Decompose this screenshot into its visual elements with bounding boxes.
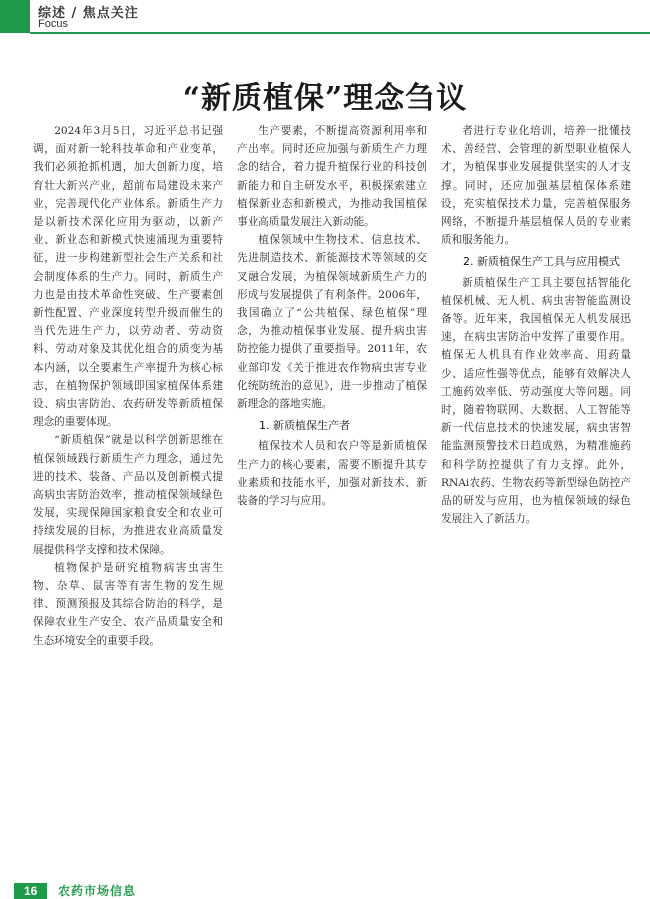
paragraph: 植物保护是研究植物病害虫害生物、杂草、鼠害等有害生物的发生规律、预测预报及其综合防治的科学，是保障农业生产安全、农产品质量安全和生态环境安全的重要手段。 — [33, 561, 223, 647]
section-tag-english: Focus — [38, 18, 68, 30]
page-number: 16 — [14, 883, 47, 899]
section-tag: 综述 / 焦点关注 — [38, 6, 139, 21]
section-heading: 1. 新质植保生产者 — [259, 419, 350, 433]
paragraph: 植保领域中生物技术、信息技术、先进制造技术、新能源技术等领域的交叉融合发展，为植保领域新质生产力的形成与发展提供了有利条件。2006年，我国确立了“公共植保、绿色植保”理念，为推动植保事业发展、提升病虫害防控能力提供了重要指导。2011年，农业部印发《关于推进农作物病虫害专业化统防统治的意见》，进一步推动了植保新理念的落地实施。 — [237, 234, 427, 411]
paragraph: 新质植保生产工具主要包括智能化植保机械、无人机、病虫害智能监测设备等。近年来，我国植保无人机发展迅速，在病虫害防治中发挥了重要作用。植保无人机具有作业效率高、用药量少、适应性强等优点，能够有效解决人工施药效率低、劳动强度大等问题。同时，随着物联网、大数据、人工智能等新一代信息技术的快速发展，病虫害智能监测预警技术日趋成熟，为精准施药和科学防控提供了有力支撑。此外，RNAi农药、生物农药等新型绿色防控产品的研发与应用，也为植保领域的绿色发展注入了新活力。 — [441, 276, 631, 526]
paragraph: 2024年3月5日，习近平总书记强调，面对新一轮科技革命和产业变革，我们必须抢抓机遇，加大创新力度，培育壮大新兴产业，超前布局建设未来产业，完善现代化产业体系。新质生产力是以新技术深化应用为驱动，以新产业、新业态和新模式快速涌现为重要特征，进一步构建新型社会生产关系和社会制度体系的生产力。同时，新质生产力也是由技术革命性突破、生产要素创新性配置、产业深度转型升级而催生的当代先进生产力，以劳动者、劳动资料、劳动对象及其优化组合的质变为基本内涵，以全要素生产率提升为核心标志，在植物保护领域即国家植保体系建设、病虫害防治、农药研发等新质植保理念的重要体现。 — [33, 125, 223, 429]
article-column-1 — [33, 122, 223, 882]
paragraph: 生产要素，不断提高资源利用率和产出率。同时还应加强与新质生产力理念的结合，着力提升植保行业的科技创新能力和自主研发水平，积极探索建立植保新业态和新模式，为推动我国植保事业高质量发展注入新动能。 — [237, 125, 427, 229]
journal-name: 农药市场信息 — [58, 884, 137, 898]
paragraph: “新质植保”就是以科学创新思维在植保领域践行新质生产力理念，通过先进的技术、装备、产品以及创新模式提高病虫害防治效率，推动植保领域绿色发展，实现保障国家粮食安全和农业可持续发展的目标，为推进农业高质量发展提供科学支撑和技术保障。 — [33, 434, 223, 556]
paragraph: 者进行专业化培训，培养一批懂技术、善经营、会管理的新型职业植保人才，为植保事业发展提供坚实的人才支撑。同时，还应加强基层植保体系建设，充实植保技术力量，完善植保服务网络，不断提升基层植保人员的专业素质和服务能力。 — [441, 125, 631, 247]
article-column-2 — [237, 122, 427, 882]
section-heading: 2. 新质植保生产工具与应用模式 — [463, 255, 620, 269]
header-color-block — [0, 0, 30, 33]
paragraph: 植保技术人员和农户等是新质植保生产力的核心要素，需要不断提升其专业素质和技能水平，加强对新技术、新装备的学习与应用。 — [237, 440, 427, 508]
header-divider — [30, 32, 650, 34]
article-title: “新质植保”理念刍议 — [182, 81, 468, 116]
article-column-3 — [441, 122, 631, 882]
